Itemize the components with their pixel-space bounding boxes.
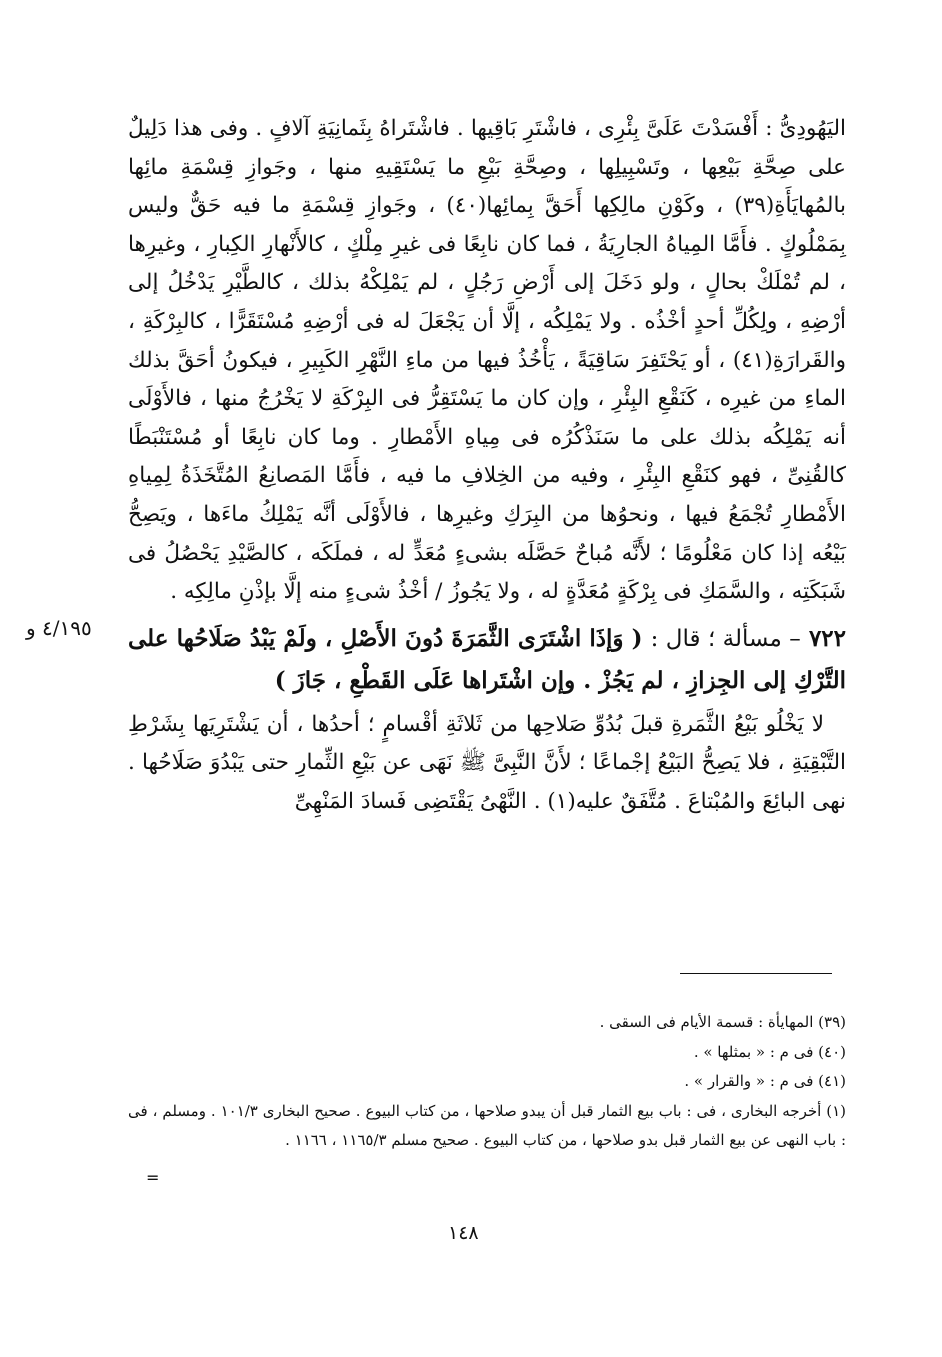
footnote-separator — [680, 973, 832, 974]
page-number: ١٤٨ — [448, 1222, 479, 1244]
issue-heading — [128, 618, 846, 702]
paragraph-water-rulings: اليَهُودِىُّ : أَفْسَدْتَ عَلَىَّ بِئْرِى ، فاشْتَرِ بَاقِيها . فاشْتَراهُ بِثَمانِيَةِ آلافٍ . وفى هذا دَلِيلٌ على صِحَّةِ بَيْعِها ، وتَسْبِيلِها ، وصِحَّةِ بَيْعِ ما يَسْتَقِيهِ منها ، وجَوازِ قِسْمَةِ مائِها بالمُهايَأَةِ(٣٩) ، وكَوْنِ مالِكِها أَحَقَّ بِمائِها(٤٠) ، وجَوازِ قِسْمَةِ ما فيه حَقٌّ وليس بِمَمْلُوكٍ . فأَمَّا المِياهُ الجارِيَةُ ، فما كان نابِعًا فى غيرِ مِلْكٍ ، كالأَنْهارِ الكِبارِ ، وغيرِها ، لم تُمْلَكْ بحالٍ ، ولو دَخَلَ إلى أَرْضِ رَجُلٍ ، لم يَمْلِكْهُ بذلك ، كالطَّيْرِ يَدْخُلُ إلى أرْضِهِ ، ولِكُلِّ أحدٍ أخْذُه . ولا يَمْلِكُه ، إلَّا أن يَجْعَلَ له فى أرْضِهِ مُسْتَقَرًّا ، كالبِرْكَةِ ، والقَرارَةِ(٤١) ، أو يَحْتَفِرَ سَاقِيَةً ، يَأْخُذُ فيها من ماءِ النَّهْرِ الكَبِيرِ ، فيكونُ أحَقَّ بذلك الماءِ من غيرِه ، كَنَقْعِ البِئْرِ ، وإن كان ما يَسْتَقِرُّ فى البِرْكَةِ لا يَخْرُجُ منها ، فالأَوْلَى أنه يَمْلِكُه بذلك على ما سَنَذْكُرُه فى مِياهِ الأَمْطارِ . وما كان نابِعًا أو مُسْتَنْبَطًا كالقُنِىِّ ، فهو كنَقْعِ البِئْرِ ، وفيه من الخِلافِ ما فيه ، فأَمَّا المَصانِعُ المُتَّخَذَةُ لِمِياهِ الأَمْطارِ تُجْمَعُ فيها ، ونحوُها من البِرَكِ وغيرِها ، فالأَوْلَى أنَّه يَمْلِكُ ماءَها ، ويَصِحُّ بَيْعُه إذا كان مَعْلُومًا ؛ لأَنَّه مُباحٌ حَصَّلَه بشىءٍ مُعَدٍّ له ، فملَكَه ، كالصَّيْدِ يَحْصُلُ فى شَبَكَتِه ، والسَّمَكِ فى بِرْكَةٍ مُعَدَّةٍ له ، ولا يَجُوزُ / أخْذُ شىءٍ منه إلَّا بإذْنِ مالِكِه . — [128, 116, 846, 605]
issue-number: ٧٢٢ — [808, 624, 847, 652]
main-text — [128, 110, 846, 822]
paragraph-fruit-sale: لا يَخْلُو بَيْعُ الثَّمَرةِ قبلَ بُدُوِّ صَلاحِها من ثَلاثَةِ أقْسامٍ ؛ أحدُها ، أن يَشْتَرِيَها بِشَرْطِ التَّبْقِيَةِ ، فلا يَصِحُّ البَيْعُ إجْماعًا ؛ لأَنَّ النَّبِىَّ ﷺ نَهَى عن بَيْعِ الثِّمارِ حتى يَبْدُوَ صَلَاحُها . نهى البائِعَ والمُبْتاعَ . مُتَّفَقٌ عليه(١) . النَّهْىُ يَقْتَضِى فَسادَ المَنْهِىِّ — [128, 711, 846, 814]
issue-intro: – مسألة ؛ قال : — [650, 625, 801, 652]
issue-text: ( وَإذَا اشْتَرَى الثَّمَرَةَ دُونَ الأَصْلِ ، ولَمْ يَبْدُ صَلَاحُها على التَّرْكِ إلى الجِزازِ ، لم يَجُزْ . وإن اشْتَراها عَلَى القَطْعِ ، جَازَ ) — [128, 624, 846, 694]
margin-reference: ٤/١٩٥ و — [26, 616, 92, 640]
footnote-item: (١) أخرجه البخارى ، فى : باب بيع الثمار قبل أن يبدو صلاحها ، من كتاب البيوع . صحيح البخارى ١٠١/٣ . ومسلم ، فى : باب النهى عن بيع الثمار قبل بدو صلاحها ، من كتاب البيوع . صحيح مسلم ١١٦٥/٣ ، ١١٦٦ . — [128, 1101, 846, 1149]
footnote-item: (٤١) فى م : « والقرار » . — [684, 1072, 846, 1090]
footnote-item: (٣٩) المهايأة : قسمة الأيام فى السقى . — [599, 1013, 846, 1031]
footnote-item: (٤٠) فى م : « بمثلها » . — [693, 1042, 846, 1061]
continuation-mark: = — [146, 1168, 160, 1187]
footnotes — [128, 1008, 846, 1156]
